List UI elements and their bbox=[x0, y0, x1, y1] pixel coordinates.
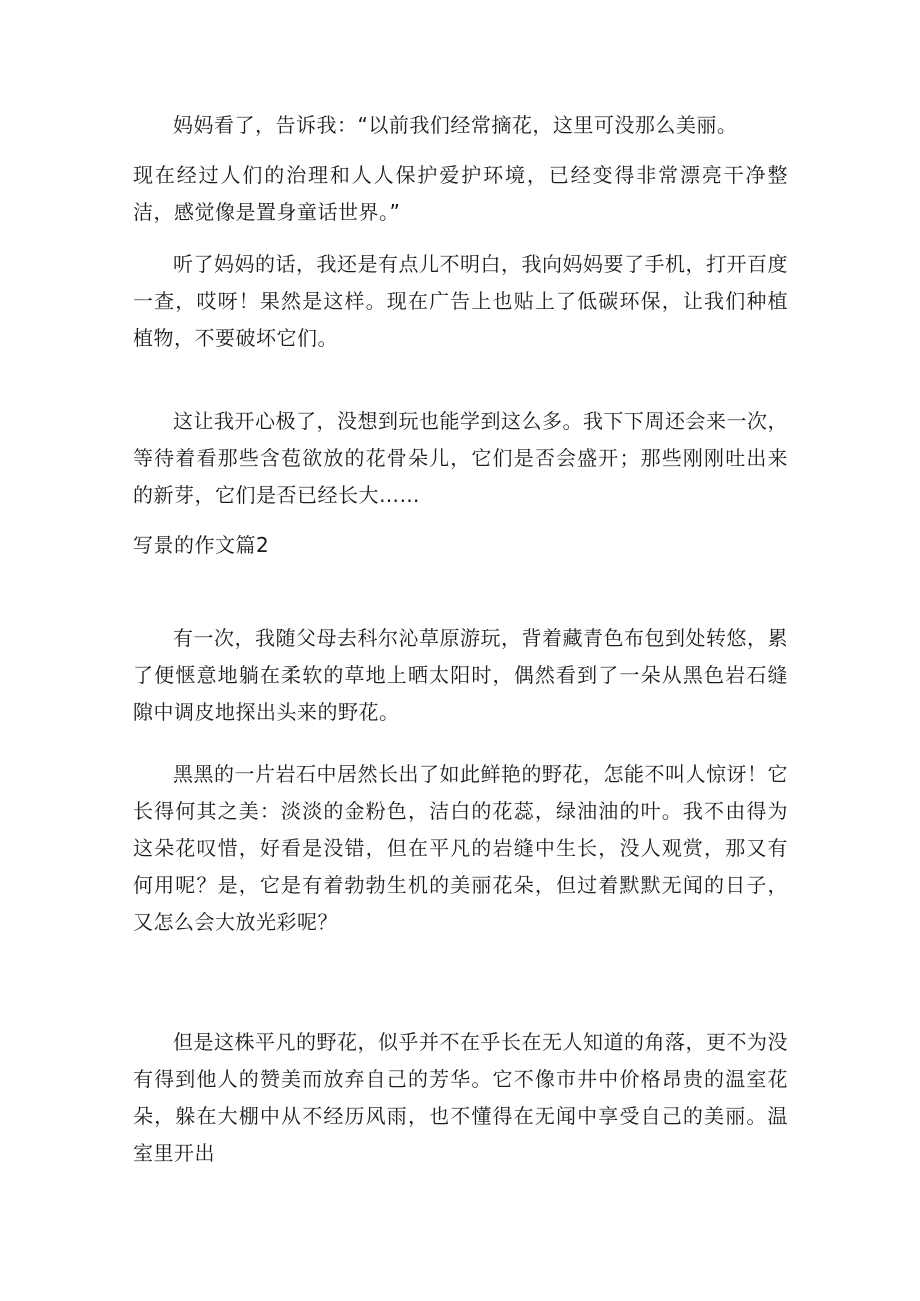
document-page bbox=[133, 0, 788, 1301]
section-heading: 写景的作文篇2 bbox=[133, 533, 270, 557]
paragraph-search-phone: 听了妈妈的话，我还是有点儿不明白，我向妈妈要了手机，打开百度一查，哎呀！果然是这样。现在广告上也贴上了低碳环保，让我们种植植物，不要破坏它们。 bbox=[133, 252, 788, 350]
paragraph-wildflower-beauty: 黑黑的一片岩石中居然长出了如此鲜艳的野花，怎能不叫人惊讶！它长得何其之美：淡淡的金粉色，洁白的花蕊，绿油油的叶。我不由得为这朵花叹惜，好看是没错，但在平凡的岩缝中生长，没人观赏，那又有何用呢？是，它是有着勃勃生机的美丽花朵，但过着默默无闻的日子，又怎么会大放光彩呢？ bbox=[133, 762, 788, 934]
paragraph-mother-reply: 妈妈看了，告诉我：“以前我们经常摘花，这里可没那么美丽。 bbox=[173, 113, 738, 137]
paragraph-wildflower-spirit: 但是这株平凡的野花，似乎并不在乎长在无人知道的角落，更不为没有得到他人的赞美而放弃自己的芳华。它不像市井中价格昂贵的温室花朵，躲在大棚中从不经历风雨，也不懂得在无闻中享受自己的美丽。温室里开出 bbox=[133, 1030, 788, 1165]
paragraph-mother-reply-continued: 现在经过人们的治理和人人保护爱护环境，已经变得非常漂亮干净整洁，感觉像是置身童话世界。” bbox=[133, 163, 788, 224]
paragraph-happy-learning: 这让我开心极了，没想到玩也能学到这么多。我下下周还会来一次，等待着看那些含苞欲放的花骨朵儿，它们是否会盛开；那些刚刚吐出来的新芽，它们是否已经长大…… bbox=[133, 409, 788, 507]
paragraph-grassland-trip: 有一次，我随父母去科尔沁草原游玩，背着藏青色布包到处转悠，累了便惬意地躺在柔软的草地上晒太阳时，偶然看到了一朵从黑色岩石缝隙中调皮地探出头来的野花。 bbox=[133, 626, 788, 724]
